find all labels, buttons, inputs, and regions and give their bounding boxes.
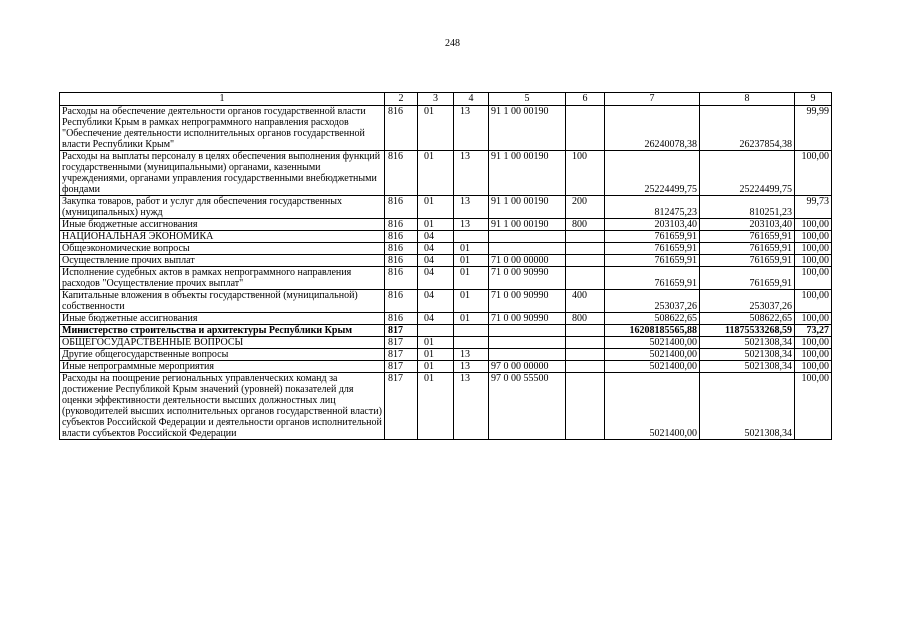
executed-amount-cell: 761659,91 <box>700 231 795 243</box>
row-name-cell: Расходы на обеспечение деятельности органов государственной власти Республики Крым в рамках непрограммного направления расходов "Обеспечение деятельности исполнительных органов государственной власти Республики Крым" <box>60 106 385 151</box>
header-cell: 3 <box>418 93 454 106</box>
target-article-cell: 91 1 00 00190 <box>489 151 566 196</box>
planned-amount-cell: 25224499,75 <box>605 151 700 196</box>
expense-type-cell <box>566 255 605 267</box>
section-code-cell: 04 <box>418 243 454 255</box>
row-name-cell: Министерство строительства и архитектуры Республики Крым <box>60 325 385 337</box>
row-name-cell: ОБЩЕГОСУДАРСТВЕННЫЕ ВОПРОСЫ <box>60 337 385 349</box>
subsection-code-cell: 01 <box>454 255 489 267</box>
expense-type-cell <box>566 231 605 243</box>
ministry-code-cell: 817 <box>385 337 418 349</box>
header-cell: 8 <box>700 93 795 106</box>
planned-amount-cell: 812475,23 <box>605 196 700 219</box>
subsection-code-cell <box>454 231 489 243</box>
target-article-cell: 91 1 00 00190 <box>489 196 566 219</box>
percent-cell: 99,99 <box>795 106 832 151</box>
header-cell: 4 <box>454 93 489 106</box>
row-name-cell: Иные бюджетные ассигнования <box>60 313 385 325</box>
ministry-code-cell: 817 <box>385 349 418 361</box>
executed-amount-cell: 5021308,34 <box>700 337 795 349</box>
ministry-code-cell: 816 <box>385 231 418 243</box>
target-article-cell <box>489 231 566 243</box>
subsection-code-cell: 01 <box>454 243 489 255</box>
subsection-code-cell: 01 <box>454 267 489 290</box>
expense-type-cell <box>566 361 605 373</box>
subsection-code-cell: 13 <box>454 106 489 151</box>
row-name-cell: Капитальные вложения в объекты государственной (муниципальной) собственности <box>60 290 385 313</box>
row-name-cell: Осуществление прочих выплат <box>60 255 385 267</box>
table-row <box>60 361 832 373</box>
header-row <box>60 93 832 106</box>
target-article-cell: 91 1 00 00190 <box>489 219 566 231</box>
expense-type-cell <box>566 373 605 440</box>
percent-cell: 100,00 <box>795 219 832 231</box>
subsection-code-cell: 13 <box>454 373 489 440</box>
section-code-cell: 04 <box>418 231 454 243</box>
executed-amount-cell: 5021308,34 <box>700 361 795 373</box>
percent-cell: 100,00 <box>795 337 832 349</box>
subsection-code-cell: 01 <box>454 290 489 313</box>
table-row <box>60 373 832 440</box>
planned-amount-cell: 5021400,00 <box>605 337 700 349</box>
planned-amount-cell: 761659,91 <box>605 255 700 267</box>
table-row <box>60 151 832 196</box>
row-name-cell: Закупка товаров, работ и услуг для обеспечения государственных (муниципальных) нужд <box>60 196 385 219</box>
row-name-cell: Другие общегосударственные вопросы <box>60 349 385 361</box>
subsection-code-cell: 13 <box>454 151 489 196</box>
executed-amount-cell: 761659,91 <box>700 267 795 290</box>
executed-amount-cell: 253037,26 <box>700 290 795 313</box>
page-number: 248 <box>445 38 460 49</box>
executed-amount-cell: 5021308,34 <box>700 349 795 361</box>
section-code-cell: 04 <box>418 255 454 267</box>
section-code-cell: 01 <box>418 219 454 231</box>
section-code-cell: 01 <box>418 151 454 196</box>
ministry-code-cell: 816 <box>385 255 418 267</box>
executed-amount-cell: 508622,65 <box>700 313 795 325</box>
section-code-cell <box>418 325 454 337</box>
target-article-cell: 71 0 00 90990 <box>489 267 566 290</box>
expense-type-cell <box>566 267 605 290</box>
executed-amount-cell: 810251,23 <box>700 196 795 219</box>
header-cell: 6 <box>566 93 605 106</box>
expense-type-cell: 100 <box>566 151 605 196</box>
percent-cell: 100,00 <box>795 290 832 313</box>
subsection-code-cell <box>454 337 489 349</box>
table-row <box>60 243 832 255</box>
target-article-cell: 71 0 00 90990 <box>489 290 566 313</box>
section-code-cell: 01 <box>418 196 454 219</box>
expense-type-cell: 800 <box>566 313 605 325</box>
table-row <box>60 349 832 361</box>
expense-type-cell <box>566 325 605 337</box>
planned-amount-cell: 5021400,00 <box>605 361 700 373</box>
subsection-code-cell: 13 <box>454 361 489 373</box>
subsection-code-cell: 13 <box>454 349 489 361</box>
executed-amount-cell: 203103,40 <box>700 219 795 231</box>
planned-amount-cell: 203103,40 <box>605 219 700 231</box>
target-article-cell: 97 0 00 00000 <box>489 361 566 373</box>
table-row <box>60 337 832 349</box>
row-name-cell: НАЦИОНАЛЬНАЯ ЭКОНОМИКА <box>60 231 385 243</box>
row-name-cell: Расходы на выплаты персоналу в целях обеспечения выполнения функций государственными (муниципальными) органами, казенными учреждениями, органами управления государственными внебюджетными фондами <box>60 151 385 196</box>
row-name-cell: Расходы на поощрение региональных управленческих команд за достижение Республикой Крым значений (уровней) показателей для оценки эффективности деятельности высших должностных лиц (руководителей высших исполнительных органов государственной власти) субъектов Российской Федерации и деятельности органов исполнительной власти субъектов Российской Федерации <box>60 373 385 440</box>
row-name-cell: Иные непрограммные мероприятия <box>60 361 385 373</box>
expense-type-cell <box>566 349 605 361</box>
planned-amount-cell: 26240078,38 <box>605 106 700 151</box>
ministry-code-cell: 816 <box>385 313 418 325</box>
table-row <box>60 196 832 219</box>
executed-amount-cell: 26237854,38 <box>700 106 795 151</box>
ministry-code-cell: 816 <box>385 243 418 255</box>
subsection-code-cell <box>454 325 489 337</box>
ministry-code-cell: 817 <box>385 361 418 373</box>
executed-amount-cell: 761659,91 <box>700 255 795 267</box>
target-article-cell: 91 1 00 00190 <box>489 106 566 151</box>
ministry-code-cell: 816 <box>385 196 418 219</box>
percent-cell: 100,00 <box>795 255 832 267</box>
expense-type-cell <box>566 337 605 349</box>
table-row <box>60 267 832 290</box>
target-article-cell: 71 0 00 00000 <box>489 255 566 267</box>
planned-amount-cell: 16208185565,88 <box>605 325 700 337</box>
table-row <box>60 313 832 325</box>
ministry-code-cell: 817 <box>385 325 418 337</box>
planned-amount-cell: 761659,91 <box>605 231 700 243</box>
percent-cell: 100,00 <box>795 313 832 325</box>
section-code-cell: 01 <box>418 106 454 151</box>
section-code-cell: 01 <box>418 361 454 373</box>
percent-cell: 73,27 <box>795 325 832 337</box>
percent-cell: 100,00 <box>795 243 832 255</box>
planned-amount-cell: 761659,91 <box>605 243 700 255</box>
header-cell: 2 <box>385 93 418 106</box>
expense-type-cell <box>566 106 605 151</box>
planned-amount-cell: 5021400,00 <box>605 373 700 440</box>
target-article-cell: 71 0 00 90990 <box>489 313 566 325</box>
header-cell: 1 <box>60 93 385 106</box>
table-row <box>60 231 832 243</box>
section-code-cell: 04 <box>418 267 454 290</box>
row-name-cell: Общеэкономические вопросы <box>60 243 385 255</box>
header-cell: 5 <box>489 93 566 106</box>
subsection-code-cell: 13 <box>454 219 489 231</box>
planned-amount-cell: 253037,26 <box>605 290 700 313</box>
ministry-code-cell: 817 <box>385 373 418 440</box>
planned-amount-cell: 761659,91 <box>605 267 700 290</box>
target-article-cell <box>489 337 566 349</box>
header-cell: 9 <box>795 93 832 106</box>
ministry-code-cell: 816 <box>385 290 418 313</box>
percent-cell: 100,00 <box>795 373 832 440</box>
ministry-total-row <box>60 325 832 337</box>
percent-cell: 100,00 <box>795 361 832 373</box>
executed-amount-cell: 5021308,34 <box>700 373 795 440</box>
executed-amount-cell: 25224499,75 <box>700 151 795 196</box>
section-code-cell: 04 <box>418 313 454 325</box>
section-code-cell: 04 <box>418 290 454 313</box>
target-article-cell: 97 0 00 55500 <box>489 373 566 440</box>
expense-type-cell <box>566 243 605 255</box>
budget-table <box>59 92 832 440</box>
percent-cell: 99,73 <box>795 196 832 219</box>
target-article-cell <box>489 349 566 361</box>
percent-cell: 100,00 <box>795 151 832 196</box>
planned-amount-cell: 508622,65 <box>605 313 700 325</box>
percent-cell: 100,00 <box>795 231 832 243</box>
row-name-cell: Иные бюджетные ассигнования <box>60 219 385 231</box>
section-code-cell: 01 <box>418 349 454 361</box>
expense-type-cell: 400 <box>566 290 605 313</box>
planned-amount-cell: 5021400,00 <box>605 349 700 361</box>
table-row <box>60 290 832 313</box>
executed-amount-cell: 11875533268,59 <box>700 325 795 337</box>
section-code-cell: 01 <box>418 373 454 440</box>
target-article-cell <box>489 243 566 255</box>
percent-cell: 100,00 <box>795 349 832 361</box>
table-row <box>60 219 832 231</box>
row-name-cell: Исполнение судебных актов в рамках непрограммного направления расходов "Осуществление прочих выплат" <box>60 267 385 290</box>
ministry-code-cell: 816 <box>385 106 418 151</box>
expense-type-cell: 800 <box>566 219 605 231</box>
expense-type-cell: 200 <box>566 196 605 219</box>
ministry-code-cell: 816 <box>385 267 418 290</box>
table-row <box>60 255 832 267</box>
header-cell: 7 <box>605 93 700 106</box>
ministry-code-cell: 816 <box>385 151 418 196</box>
percent-cell: 100,00 <box>795 267 832 290</box>
table-row <box>60 106 832 151</box>
subsection-code-cell: 01 <box>454 313 489 325</box>
section-code-cell: 01 <box>418 337 454 349</box>
subsection-code-cell: 13 <box>454 196 489 219</box>
executed-amount-cell: 761659,91 <box>700 243 795 255</box>
target-article-cell <box>489 325 566 337</box>
ministry-code-cell: 816 <box>385 219 418 231</box>
